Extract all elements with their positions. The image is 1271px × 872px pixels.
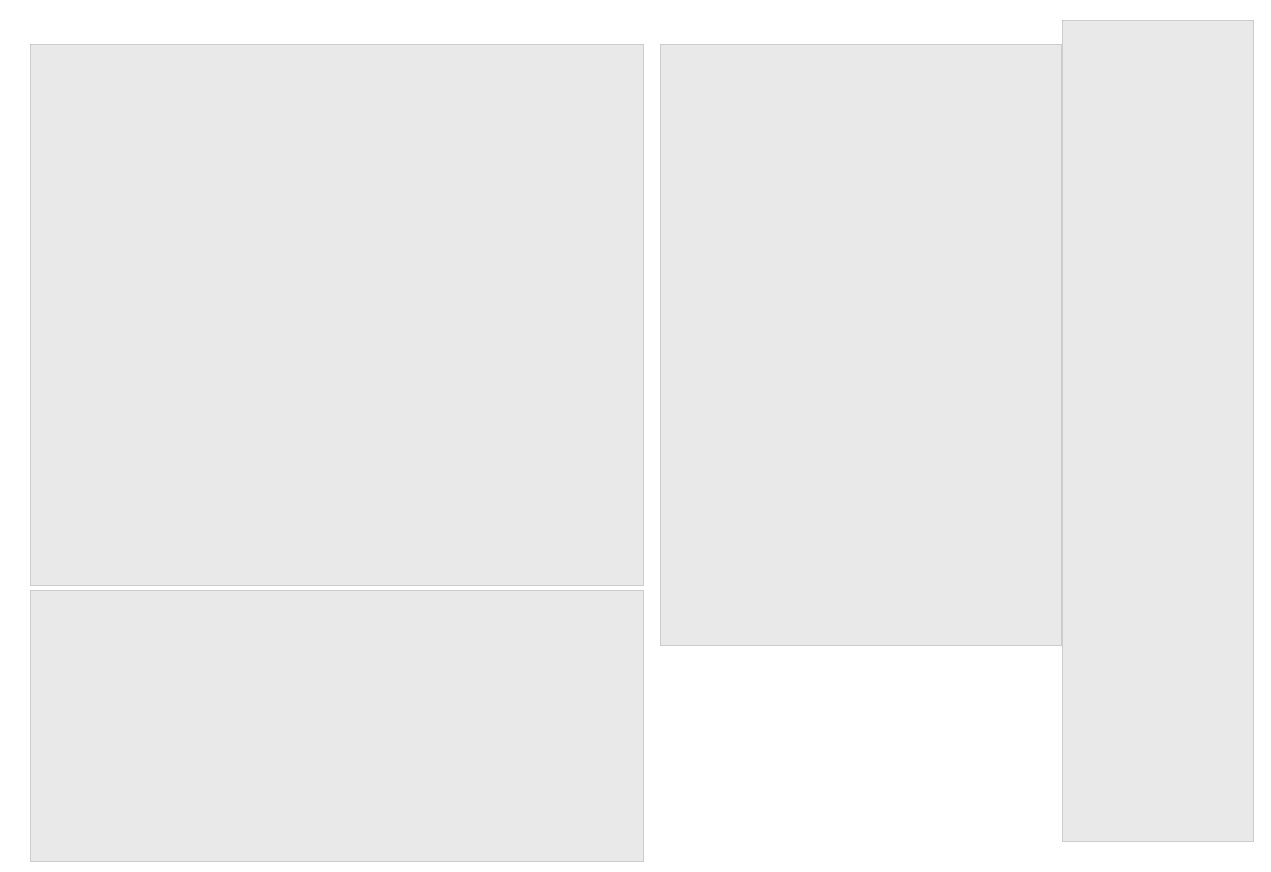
main-headline: [31, 45, 643, 61]
main-story-block: [30, 44, 644, 586]
side-note: [661, 45, 1061, 61]
main-body: [31, 61, 643, 77]
right-column-block: [1062, 20, 1254, 842]
section-label: [30, 28, 210, 44]
lower-story-block: [30, 590, 644, 862]
side-note-block: [660, 44, 1062, 646]
